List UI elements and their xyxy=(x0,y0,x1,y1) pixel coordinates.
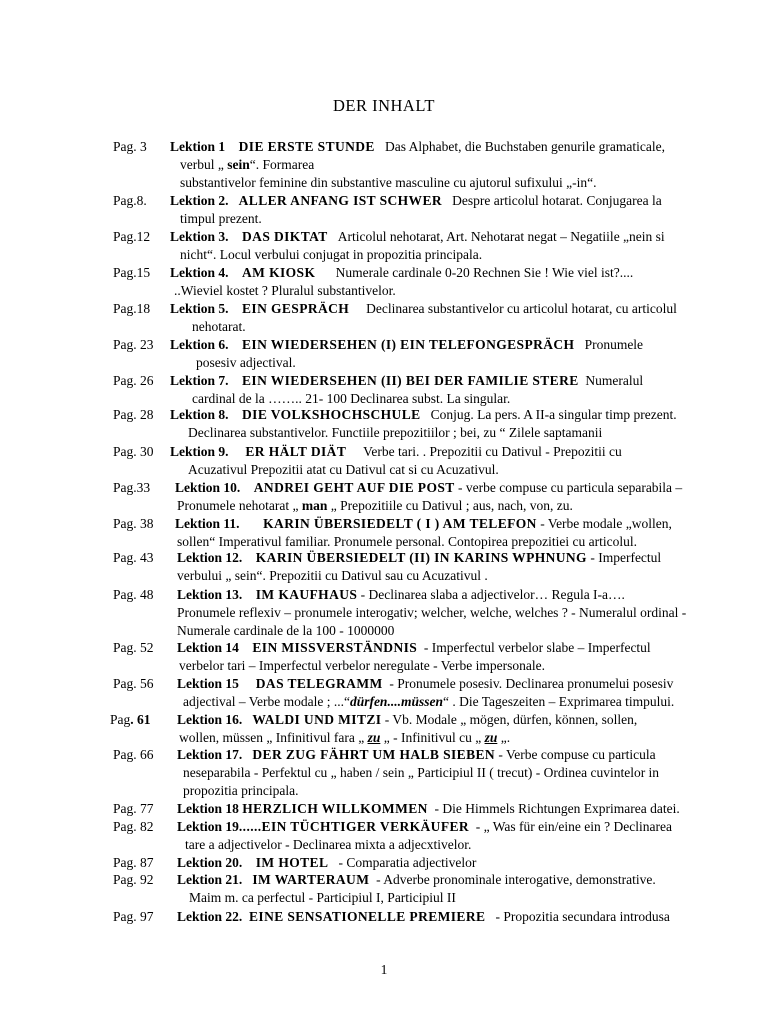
page-ref-number: . 61 xyxy=(130,712,151,727)
page-ref: Pag. 28 xyxy=(113,407,154,422)
lesson-description: „ - Infinitivul cu „ xyxy=(380,730,485,745)
lesson-title: DER ZUG FÄHRT UM HALB SIEBEN xyxy=(252,747,496,762)
lesson-title: ALLER ANFANG IST SCHWER xyxy=(238,193,443,208)
lesson-description: nehotarat. xyxy=(192,319,246,334)
toc-entry xyxy=(175,479,754,515)
toc-entry xyxy=(170,192,754,228)
lesson-description: tare a adjectivelor - Declinarea mixta a adjecxtivelor. xyxy=(185,837,472,852)
lesson-description: - Pronumele posesiv. Declinarea pronumelui posesiv xyxy=(389,676,674,691)
lesson-number: Lektion 6. xyxy=(170,337,229,352)
page-ref: Pag. 82 xyxy=(113,819,154,834)
lesson-number: Lektion 11. xyxy=(175,516,240,531)
lesson-description: - verbe compuse cu particula separabila – xyxy=(458,480,683,495)
lesson-description: - Propozitia secundara introdusa xyxy=(495,909,670,924)
page-ref: Pag.8. xyxy=(113,193,147,208)
page-ref: Pag. 87 xyxy=(113,855,154,870)
lesson-title: EIN GESPRÄCH xyxy=(242,301,350,316)
toc-entry xyxy=(177,711,754,747)
lesson-number: Lektion 19 xyxy=(177,819,239,834)
keyword: zu xyxy=(484,730,498,745)
lesson-number: Lektion 17. xyxy=(177,747,243,762)
page-ref: Pag. 56 xyxy=(113,676,154,691)
page-ref: Pag. 48 xyxy=(113,587,154,602)
lesson-number: Lektion 18 xyxy=(177,801,239,816)
toc-entry xyxy=(170,300,754,336)
lesson-title: EIN WIEDERSEHEN (I) EIN TELEFONGESPRÄCH xyxy=(242,337,575,352)
lesson-description: verbul „ xyxy=(180,157,228,172)
lesson-number: Lektion 3. xyxy=(170,229,229,244)
lesson-number: Lektion 15 xyxy=(177,676,239,691)
lesson-number: Lektion 9. xyxy=(170,444,229,459)
toc-entry xyxy=(175,515,754,551)
lesson-description: timpul prezent. xyxy=(180,211,262,226)
lesson-description: “. Formarea xyxy=(249,157,315,172)
lesson-description: verbelor tari – Imperfectul verbelor neregulate - Verbe impersonale. xyxy=(179,658,545,673)
lesson-description: Despre articolul hotarat. Conjugarea la xyxy=(452,193,662,208)
lesson-description: “ . Die Tageszeiten – Exprimarea timpului. xyxy=(442,694,675,709)
lesson-description: cardinal de la …….. 21- 100 Declinarea subst. La singular. xyxy=(192,391,511,406)
lesson-description: Verbe tari. . Prepozitii cu Dativul - Prepozitii cu xyxy=(363,444,622,459)
page-ref: Pag. 66 xyxy=(113,747,154,762)
toc-entry xyxy=(170,406,754,442)
lesson-number: Lektion 4. xyxy=(170,265,229,280)
lesson-number: Lektion 14 xyxy=(177,640,239,655)
page-ref: Pag. 3 xyxy=(113,139,147,154)
lesson-description: wollen, müssen „ Infinitivul fara „ xyxy=(179,730,368,745)
toc-entry xyxy=(177,639,754,675)
lesson-description: Maim m. ca perfectul - Participiul I, Participiul II xyxy=(189,890,456,905)
lesson-description: - Die Himmels Richtungen Exprimarea datei. xyxy=(434,801,680,816)
lesson-description: - Verbe compuse cu particula xyxy=(498,747,656,762)
lesson-description: Declinarea substantivelor cu articolul hotarat, cu articolul xyxy=(366,301,677,316)
lesson-description: neseparabila - Perfektul cu „ haben / sein „ Participiul II ( trecut) - Ordinea cuvintelor in xyxy=(183,765,660,780)
lesson-description: Pronumele xyxy=(584,337,644,352)
lesson-number: Lektion 21. xyxy=(177,872,243,887)
lesson-number: Lektion 8. xyxy=(170,407,229,422)
lesson-description: - Imperfectul xyxy=(590,550,662,565)
toc-entry xyxy=(170,443,754,479)
lesson-number: Lektion 1 xyxy=(170,139,226,154)
toc-entry xyxy=(177,675,754,711)
lesson-title: IM HOTEL xyxy=(255,855,329,870)
lesson-title: ......EIN TÜCHTIGER VERKÄUFER xyxy=(238,819,470,834)
lesson-description: - Vb. Modale „ mögen, dürfen, können, sollen, xyxy=(384,712,638,727)
lesson-description: Numerale cardinale de la 100 - 1000000 xyxy=(177,623,395,638)
lesson-title: EIN WIEDERSEHEN (II) BEI DER FAMILIE STERE xyxy=(242,373,579,388)
toc-entry xyxy=(177,746,754,800)
toc-entry xyxy=(177,818,754,854)
toc-entry xyxy=(177,586,754,640)
page-ref: Pag.18 xyxy=(113,301,151,316)
lesson-description: - Imperfectul verbelor slabe – Imperfectul xyxy=(423,640,651,655)
keyword: zu xyxy=(367,730,381,745)
page-ref: Pag. 97 xyxy=(113,909,154,924)
lesson-description: - „ Was für ein/eine ein ? Declinarea xyxy=(475,819,672,834)
page-ref: Pag.12 xyxy=(113,229,151,244)
toc-entry xyxy=(177,871,754,907)
lesson-title: KARIN ÜBERSIEDELT ( I ) AM TELEFON xyxy=(263,516,537,531)
lesson-title: EINE SENSATIONELLE PREMIERE xyxy=(249,909,486,924)
lesson-description: Das Alphabet, die Buchstaben genurile gramaticale, xyxy=(384,139,665,154)
lesson-title: EIN MISSVERSTÄNDNIS xyxy=(252,640,418,655)
lesson-title: DAS DIKTAT xyxy=(242,229,328,244)
page-ref: Pag. 52 xyxy=(113,640,154,655)
lesson-description: adjectival – Verbe modale ; ...“ xyxy=(183,694,350,709)
lesson-description: Articolul nehotarat, Art. Nehotarat negat – Negatiile „nein si xyxy=(337,229,665,244)
lesson-title: AM KIOSK xyxy=(242,265,316,280)
lesson-description: verbului „ sein“. Prepozitii cu Dativul sau cu Acuzativul . xyxy=(177,568,488,583)
page-ref: Pag. 38 xyxy=(113,516,154,531)
page-ref: Pag. 77 xyxy=(113,801,154,816)
toc-entry xyxy=(170,264,754,300)
keyword: sein xyxy=(227,157,250,172)
page-ref: Pag. 23 xyxy=(113,337,154,352)
page-ref: Pag.15 xyxy=(113,265,151,280)
lesson-number: Lektion 7. xyxy=(170,373,229,388)
lesson-description: posesiv adjectival. xyxy=(196,355,296,370)
toc-entry xyxy=(170,372,754,408)
lesson-number: Lektion 13. xyxy=(177,587,243,602)
toc-entry xyxy=(170,336,754,372)
toc-entry xyxy=(177,800,754,818)
page-ref: Pag. 92 xyxy=(113,872,154,887)
lesson-number: Lektion 22. xyxy=(177,909,243,924)
lesson-title: DIE ERSTE STUNDE xyxy=(238,139,375,154)
lesson-title: IM KAUFHAUS xyxy=(255,587,358,602)
lesson-number: Lektion 16. xyxy=(177,712,243,727)
lesson-description: propozitia principala. xyxy=(183,783,299,798)
lesson-title: KARIN ÜBERSIEDELT (II) IN KARINS WPHNUNG xyxy=(255,550,587,565)
lesson-number: Lektion 12. xyxy=(177,550,243,565)
lesson-number: Lektion 2. xyxy=(170,193,229,208)
page-ref: Pag. 43 xyxy=(113,550,154,565)
toc-entry xyxy=(170,138,754,192)
lesson-number: Lektion 5. xyxy=(170,301,229,316)
toc-entry xyxy=(177,549,754,585)
toc-entry xyxy=(177,908,754,926)
page-ref: Pag. 30 xyxy=(113,444,154,459)
page-ref xyxy=(110,712,151,728)
lesson-description: substantivelor feminine din substantive masculine cu ajutorul sufixului „-in“. xyxy=(180,175,597,190)
lesson-title: ANDREI GEHT AUF DIE POST xyxy=(253,480,455,495)
lesson-description: Acuzativul Prepozitii atat cu Dativul cat si cu Acuzativul. xyxy=(188,462,499,477)
toc-entry xyxy=(177,854,754,872)
lesson-title: IM WARTERAUM xyxy=(252,872,370,887)
lesson-title: WALDI UND MITZI xyxy=(252,712,382,727)
page-ref: Pag. 26 xyxy=(113,373,154,388)
lesson-description: - Declinarea slaba a adjectivelor… Regula I-a…. xyxy=(360,587,625,602)
lesson-title: HERZLICH WILLKOMMEN xyxy=(242,801,428,816)
lesson-title: DIE VOLKSHOCHSCHULE xyxy=(242,407,421,422)
toc-entry xyxy=(170,228,754,264)
lesson-title: ER HÄLT DIÄT xyxy=(245,444,347,459)
lesson-description: „ Prepozitiile cu Dativul ; aus, nach, von, zu. xyxy=(327,498,573,513)
lesson-description: sollen“ Imperativul familiar. Pronumele personal. Contopirea prepozitiei cu articolul. xyxy=(177,534,637,549)
lesson-number: Lektion 10. xyxy=(175,480,241,495)
page-ref: Pag.33 xyxy=(113,480,151,495)
lesson-description: nicht“. Locul verbului conjugat in propozitia principala. xyxy=(180,247,483,262)
keyword: man xyxy=(301,498,328,513)
lesson-description: - Verbe modale „wollen, xyxy=(540,516,672,531)
lesson-description: Declinarea substantivelor. Functiile prepozitiilor ; bei, zu “ Zilele saptamanii xyxy=(188,425,603,440)
lesson-title: DAS TELEGRAMM xyxy=(255,676,383,691)
page-number: 1 xyxy=(380,962,388,977)
lesson-description: Pronumele reflexiv – pronumele interogativ; welcher, welche, welches ? - Numeralul ordinal - xyxy=(177,605,687,620)
lesson-description: - Adverbe pronominale interogative, demonstrative. xyxy=(376,872,656,887)
keyword: dürfen....müssen xyxy=(349,694,443,709)
lesson-description: „. xyxy=(497,730,511,745)
lesson-description: Numerale cardinale 0-20 Rechnen Sie ! Wie viel ist?.... xyxy=(335,265,634,280)
lesson-description: ..Wieviel kostet ? Pluralul substantivelor. xyxy=(174,283,396,298)
page-ref-prefix: Pag xyxy=(110,712,131,727)
lesson-description: Pronumele nehotarat „ xyxy=(177,498,302,513)
lesson-description: Numeralul xyxy=(585,373,644,388)
lesson-description: - Comparatia adjectivelor xyxy=(338,855,477,870)
document-title: DER INHALT xyxy=(332,96,435,115)
lesson-description: Conjug. La pers. A II-a singular timp prezent. xyxy=(430,407,677,422)
lesson-number: Lektion 20. xyxy=(177,855,243,870)
